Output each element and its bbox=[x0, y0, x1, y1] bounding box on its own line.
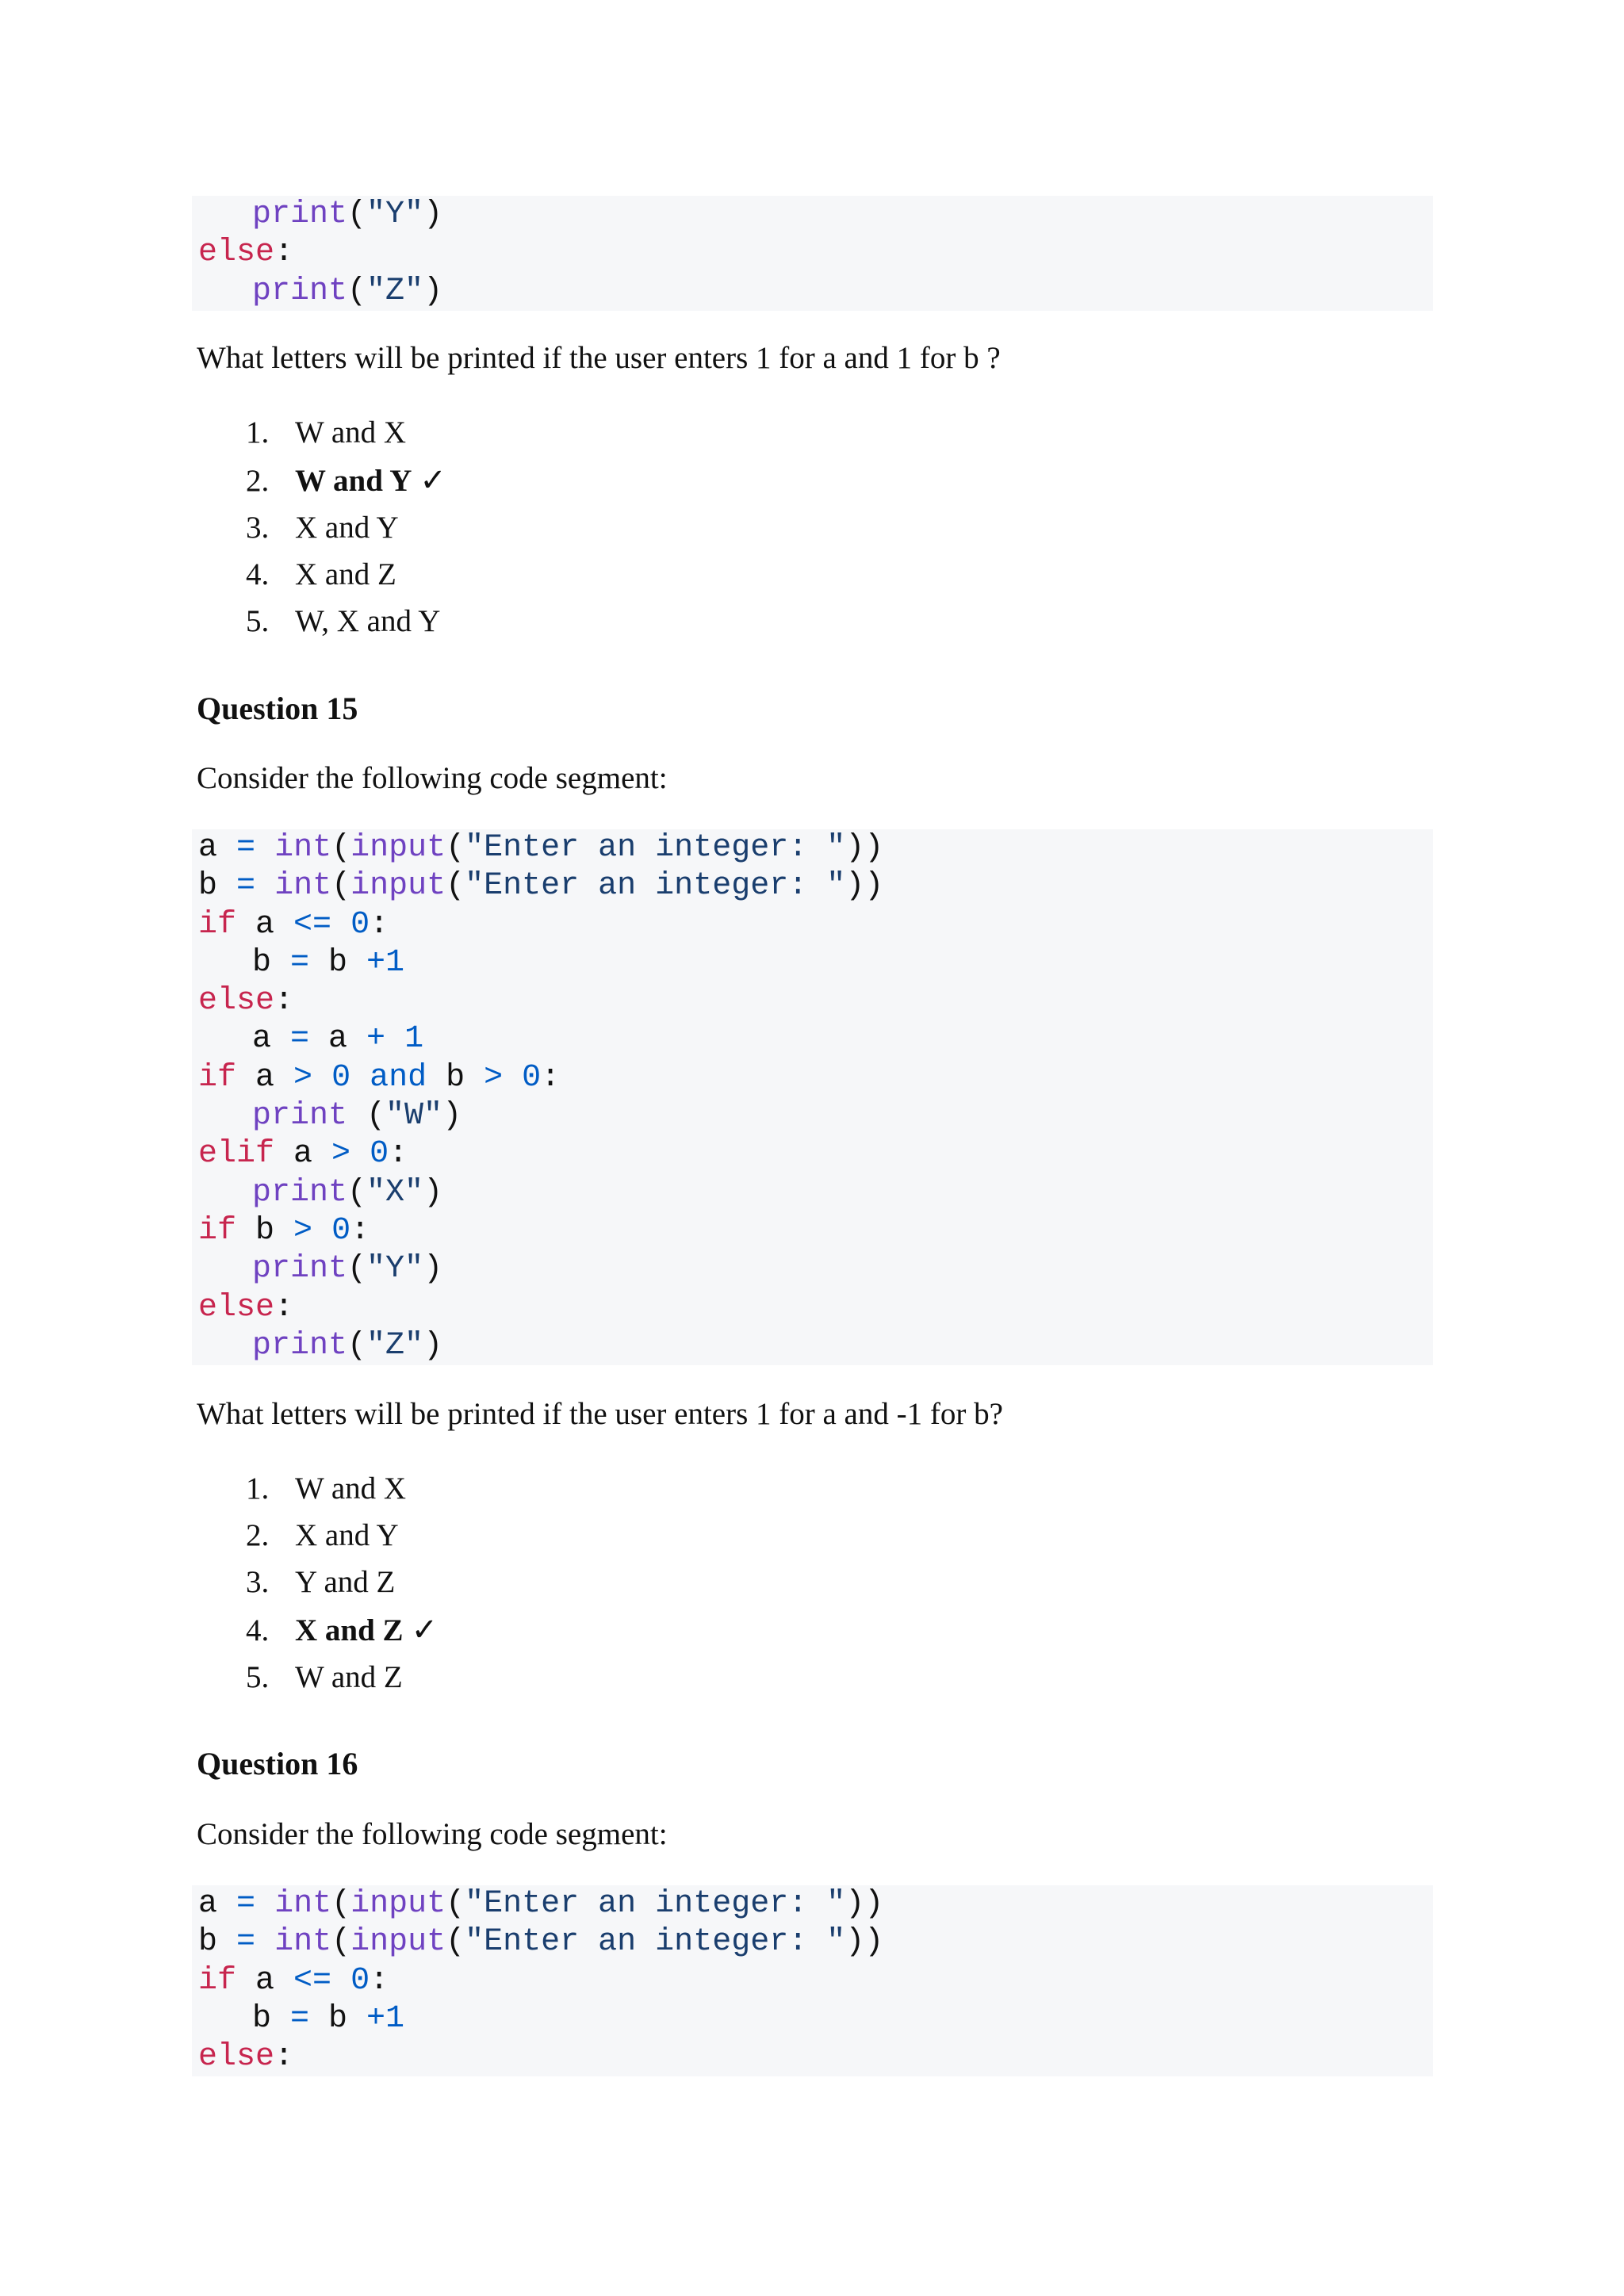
q15-intro: Consider the following code segment: bbox=[197, 761, 668, 795]
q15-option-1: 1. W and X bbox=[246, 1471, 407, 1506]
code-block-q16: a = int(input("Enter an integer: ")) b = int(input("Enter an integer: ")) if a <= 0: b = b +1 else: bbox=[192, 1885, 1433, 2076]
q15-option-2: 2. X and Y bbox=[246, 1518, 399, 1552]
checkmark-icon: ✓ bbox=[419, 462, 446, 499]
q14-option-1: 1. W and X bbox=[246, 415, 407, 450]
q15-option-5: 5. W and Z bbox=[246, 1660, 403, 1694]
q15-option-3: 3. Y and Z bbox=[246, 1565, 396, 1599]
q16-heading: Question 16 bbox=[197, 1746, 358, 1781]
q16-intro: Consider the following code segment: bbox=[197, 1817, 668, 1851]
q15-option-4: 4. X and Z ✓ bbox=[246, 1612, 439, 1648]
q14-prompt: What letters will be printed if the user enters 1 for a and 1 for b ? bbox=[197, 341, 1001, 375]
q14-option-4: 4. X and Z bbox=[246, 557, 396, 591]
q15-prompt: What letters will be printed if the user enters 1 for a and -1 for b? bbox=[197, 1397, 1003, 1431]
q14-option-5: 5. W, X and Y bbox=[246, 604, 441, 638]
checkmark-icon: ✓ bbox=[411, 1612, 439, 1648]
code-block-q14: print("Y") else: print("Z") bbox=[192, 196, 1433, 311]
q14-option-3: 3. X and Y bbox=[246, 511, 399, 545]
q15-heading: Question 15 bbox=[197, 691, 358, 726]
q14-option-2: 2. W and Y ✓ bbox=[246, 462, 446, 499]
code-block-q15: a = int(input("Enter an integer: ")) b = int(input("Enter an integer: ")) if a <= 0: b = b +1 else: a = a + 1 if a > 0 and b > 0: print ("W") elif a > 0: print("X") if b > 0: print("Y") else: print("Z") bbox=[192, 829, 1433, 1365]
